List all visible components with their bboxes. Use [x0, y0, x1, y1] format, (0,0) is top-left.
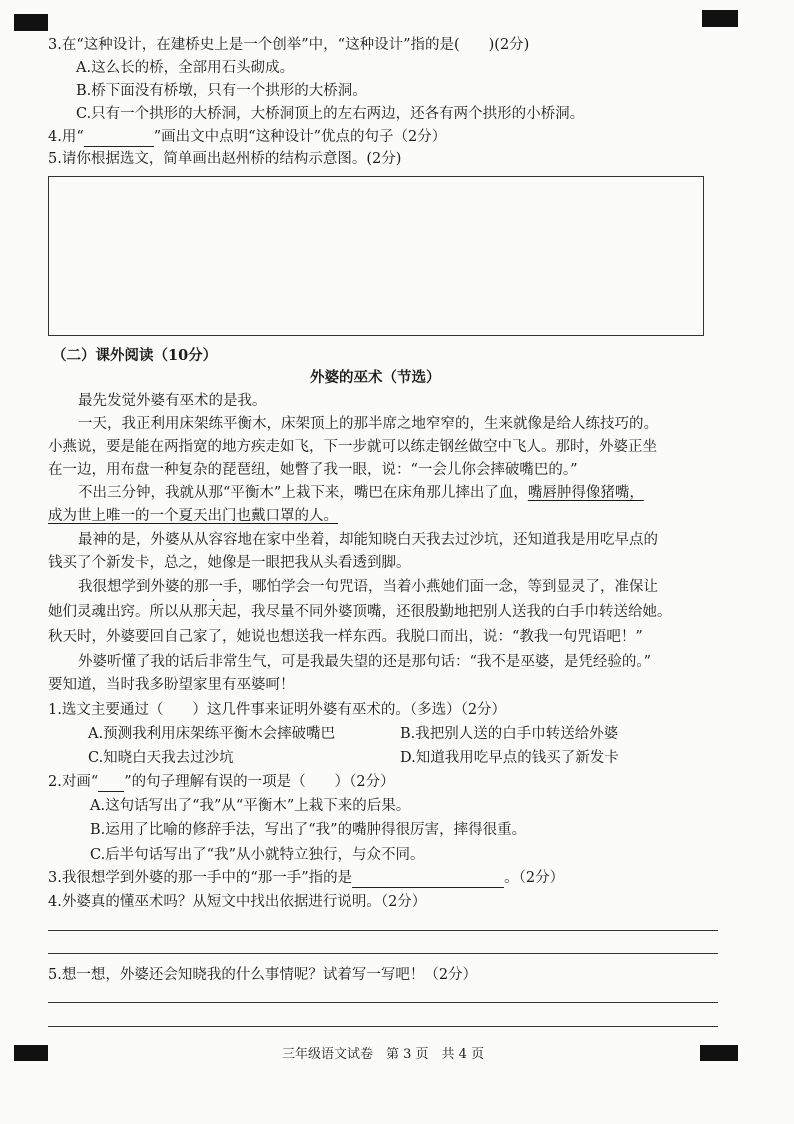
reading-question-3-answer-blank[interactable] — [352, 871, 504, 888]
question-4 — [48, 127, 446, 147]
answer-line-5a[interactable] — [48, 1002, 718, 1003]
reading-question-2-option-c: C.后半句话写出了“我”从小就特立独行，与众不同。 — [90, 847, 425, 863]
reading-question-1-option-c: C.知晓白天我去过沙坑 — [88, 750, 234, 766]
passage-paragraph-1: 最先发觉外婆有巫术的是我。 — [78, 393, 267, 409]
reading-question-1-option-a: A.预测我利用床架练平衡木会摔破嘴巴 — [88, 726, 336, 742]
answer-line-4b[interactable] — [48, 953, 718, 954]
passage-p5-text-c: ，哪怕学会一句咒语，当着小燕她们面一念，等到显灵了，准保让 — [237, 579, 658, 595]
reading-question-2-prefix: 2.对画“ — [48, 774, 99, 790]
drawing-answer-box[interactable] — [48, 176, 704, 336]
corner-marker-top-left — [14, 14, 48, 31]
passage-paragraph-5-line-2: 她们灵魂出窍。所以从那天起，我尽量不同外婆顶嘴，还很殷勤地把别人送我的白手巾转送给她。 — [48, 604, 672, 620]
reading-question-2-suffix: ”的句子理解有误的一项是（ ）（2分） — [124, 774, 395, 790]
question-4-suffix: ”画出文中点明“这种设计”优点的句子（2分） — [153, 129, 447, 145]
reading-question-4: 4.外婆真的懂巫术吗？从短文中找出依据进行说明。（2分） — [48, 894, 427, 910]
answer-line-5b[interactable] — [48, 1026, 718, 1027]
corner-marker-bottom-right — [700, 1045, 738, 1061]
passage-p3-text: 不出三分钟，我就从那“平衡木”上栽下来，嘴巴在床角那儿摔出了血， — [78, 485, 528, 501]
passage-paragraph-5-line-3: 秋天时，外婆要回自己家了，她说也想送我一样东西。我脱口而出，说：“教我一句咒语吧！” — [48, 629, 643, 645]
passage-paragraph-3-line-2: 成为世上唯一的一个夏天出门也戴口罩的人。 — [48, 508, 338, 524]
question-3-option-a: A.这么长的桥，全部用石头砌成。 — [76, 60, 295, 76]
reading-question-2-option-a: A.这句话写出了“我”从“平衡木”上栽下来的后果。 — [90, 798, 411, 814]
passage-paragraph-2-line-1: 一天，我正利用床架练平衡木，床架顶上的那半席之地窄窄的，生来就像是给人练技巧的。 — [78, 416, 658, 432]
page-footer: 三年级语文试卷 第 3 页 共 4 页 — [282, 1047, 485, 1062]
reading-question-2-option-b: B.运用了比喻的修辞手法，写出了“我”的嘴肿得很厉害，摔得很重。 — [90, 822, 527, 838]
passage-paragraph-4-line-2: 钱买了个新发卡，总之，她像是一眼把我从头看透到脚。 — [48, 555, 411, 571]
reading-question-1-option-d: D.知道我用吃早点的钱买了新发卡 — [400, 750, 619, 766]
question-4-prefix: 4.用“ — [48, 129, 84, 145]
question-3-option-b: B.桥下面没有桥墩，只有一个拱形的大桥洞。 — [76, 83, 367, 99]
passage-title: 外婆的巫术（节选） — [310, 369, 441, 386]
passage-paragraph-2-line-3: 在一边，用布盘一种复杂的琵琶纽，她瞥了我一眼，说：“一会儿你会摔破嘴巴的。” — [48, 462, 578, 478]
question-4-underline-sample — [84, 130, 154, 147]
reading-question-5: 5.想一想，外婆还会知晓我的什么事情呢？试着写一写吧！（2分） — [48, 967, 478, 983]
passage-paragraph-6-line-2: 要知道，当时我多盼望家里有巫婆呵！ — [48, 677, 295, 693]
reading-question-2-underline-sample — [98, 775, 124, 792]
reading-question-3-prefix: 3.我很想学到外婆的那一手中的“那一手”指的是 — [48, 870, 353, 886]
passage-p5-text-a: 我很想学到外婆的 — [78, 579, 194, 595]
passage-paragraph-5-line-1 — [78, 577, 658, 597]
section-heading: （二）课外阅读（10分） — [52, 347, 218, 364]
passage-paragraph-6-line-1: 外婆听懂了我的话后非常生气，可是我最失望的还是那句话：“我不是巫婆，是凭经验的。” — [78, 654, 652, 670]
passage-paragraph-4-line-1: 最神的是，外婆从从容容地在家中坐着，却能知晓白天我去过沙坑，还知道我是用吃早点的 — [78, 532, 658, 548]
question-3: 3.在“这种设计，在建桥史上是一个创举”中，“这种设计”指的是( )(2分) — [48, 37, 530, 53]
passage-p5-dotted-phrase: 那一手 — [194, 579, 238, 595]
answer-line-4a[interactable] — [48, 930, 718, 931]
reading-question-2 — [48, 772, 395, 792]
corner-marker-bottom-left — [14, 1045, 48, 1061]
reading-question-1: 1.选文主要通过（ ）这几件事来证明外婆有巫术的。（多选）（2分） — [48, 702, 507, 718]
reading-question-1-option-b: B.我把别人送的白手巾转送给外婆 — [400, 726, 619, 742]
passage-paragraph-2-line-2: 小燕说，要是能在两指宽的地方疾走如飞，下一步就可以练走钢丝做空中飞人。那时，外婆正坐 — [48, 439, 657, 455]
question-3-option-c: C.只有一个拱形的大桥洞，大桥洞顶上的左右两边，还各有两个拱形的小桥洞。 — [76, 106, 585, 122]
corner-marker-top-right — [702, 10, 738, 27]
passage-p3-underlined: 嘴唇肿得像猪嘴， — [527, 485, 644, 501]
question-5: 5.请你根据选文，简单画出赵州桥的结构示意图。(2分) — [48, 151, 402, 167]
reading-question-3-suffix: 。（2分） — [504, 870, 565, 886]
passage-paragraph-3-line-1 — [78, 483, 644, 503]
reading-question-3 — [48, 868, 564, 888]
